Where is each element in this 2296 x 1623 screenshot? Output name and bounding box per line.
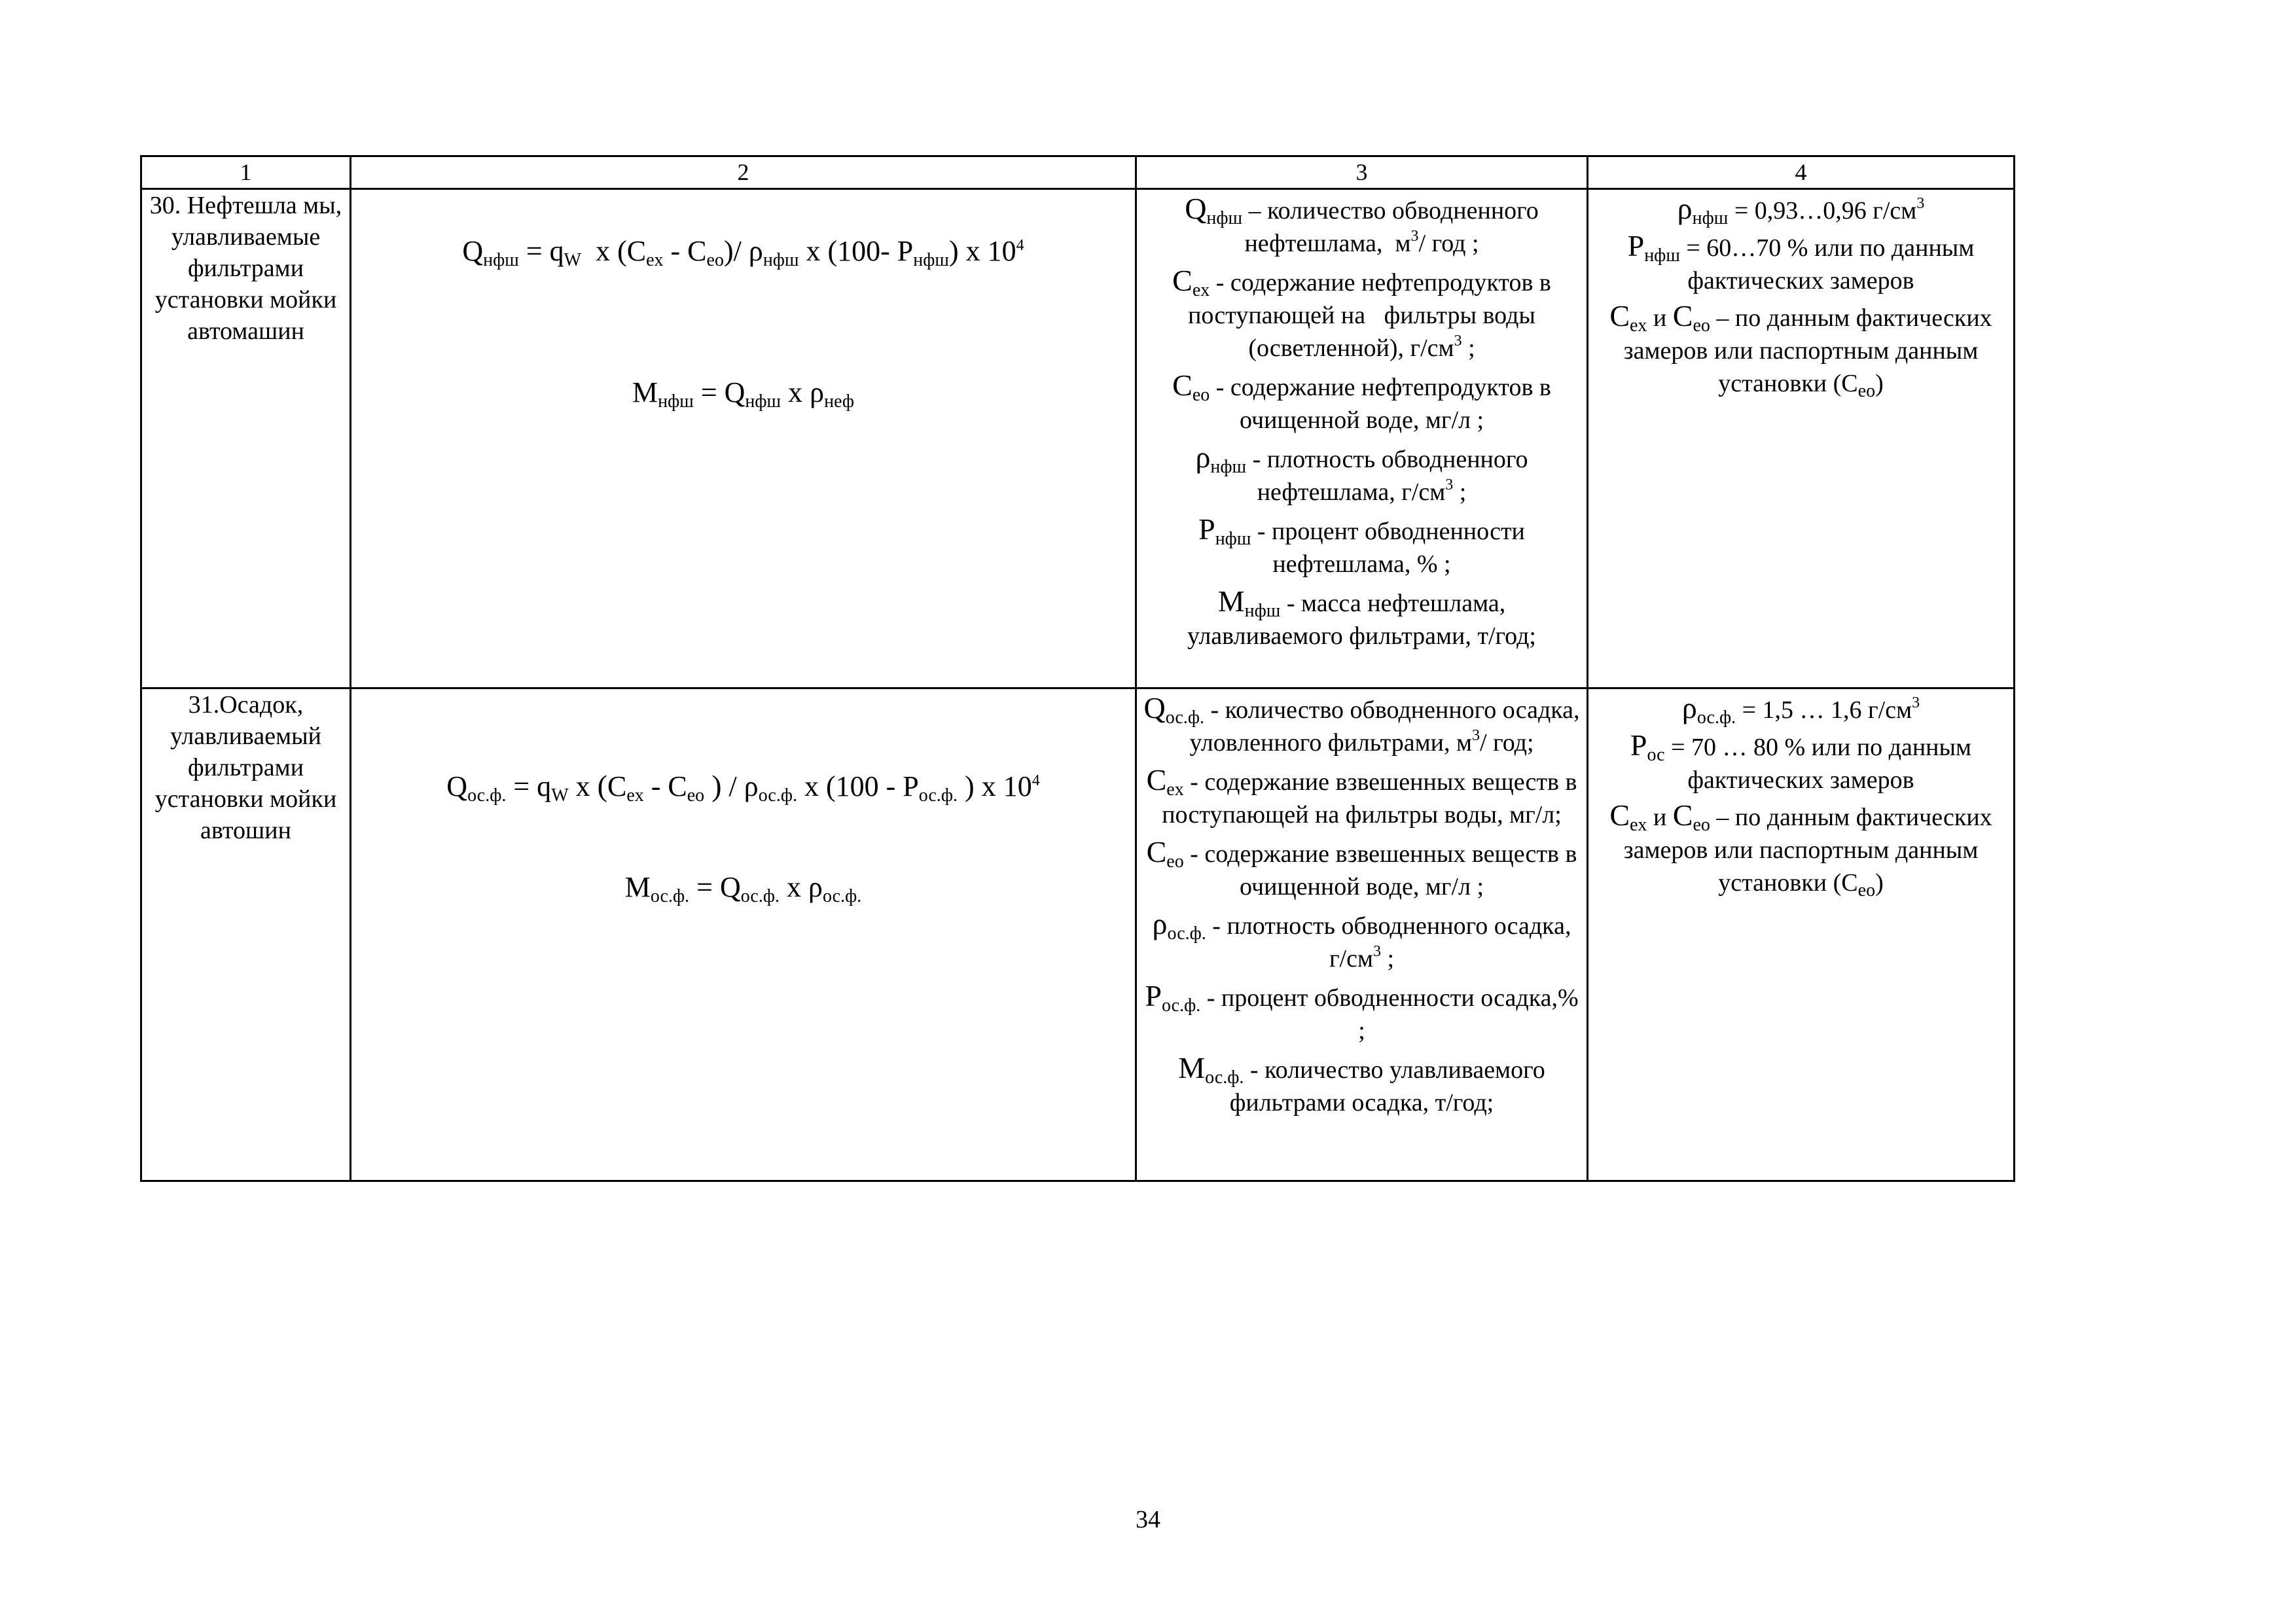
definition: $C_{ex}$ - содержание взвешенных веществ в поступающей на фильтры воды, мг/л; — [1146, 763, 1577, 829]
formula-mass: $M_{нфш} = Q_{нфш}$ x $\rho_{неф}$ — [632, 376, 854, 412]
definition: $C_{eo}$ - содержание нефтепродуктов в очищенной воде, мг/л ; — [1172, 368, 1551, 434]
formula-quantity: $Q_{ос.ф.} = q_W$ x ($C_{ex} - C_{eo}$ ) / $\rho_{ос.ф.}$ x ($100 - P_{ос.ф.}$ ) x $10^4$ — [446, 769, 1040, 806]
column-header: 1 — [141, 156, 351, 189]
formula-cell — [351, 688, 1136, 1181]
definition: $C_{ex}$ - содержание нефтепродуктов в поступающей на фильтры воды (осветленной), $г/см^3$ ; — [1172, 264, 1551, 362]
value-item: $\rho_{ос.ф.} = 1,5$ … 1,6 $г/см^3$ — [1681, 691, 1920, 728]
formula-cell — [351, 189, 1136, 688]
values-cell — [1588, 189, 2015, 688]
definitions-cell — [1136, 189, 1588, 688]
formula-mass: $M_{ос.ф.} = Q_{ос.ф.}$ x $\rho_{ос.ф.}$ — [624, 871, 862, 906]
values-cell — [1588, 688, 2015, 1181]
page-number: 34 — [1136, 1506, 1160, 1533]
column-header: 4 — [1588, 156, 2015, 189]
definition: $\rho_{нфш}$ - плотность обводненного нефтешлама, $г/см^3$ ; — [1195, 440, 1528, 506]
definition: $C_{eo}$ - содержание взвешенных веществ в очищенной воде, мг/л ; — [1146, 835, 1577, 901]
definition: $M_{ос.ф.}$ - количество улавливаемого фильтрами осадка, т/год; — [1178, 1051, 1545, 1116]
calculation-table — [140, 155, 2015, 1182]
waste-name: 31.Осадок, улавливаемый фильтрами установки мойки автошин — [154, 691, 337, 844]
waste-name-cell — [141, 189, 351, 688]
value-item: $P_{ос} = 70$ … 80 % или по данным фактических замеров — [1630, 728, 1972, 794]
formula-quantity: $Q_{нфш} = q_W$ x $(C_{ex} - C_{eo})/$ $\rho_{нфш}$ x (100- $P_{нфш}$) x $10^4$ — [462, 235, 1024, 270]
definition: $M_{нфш}$ - масса нефтешлама, улавливаемого фильтрами, т/год; — [1187, 584, 1536, 650]
definition: $\rho_{ос.ф.}$ - плотность обводненного осадка, $г/см^3$ ; — [1152, 907, 1571, 972]
waste-name-cell — [141, 688, 351, 1181]
value-item: $C_{ex}$ и $C_{eo}$ – по данным фактических замеров или паспортным данным установки $(C_{eo})$ — [1609, 798, 1992, 901]
definitions-cell — [1136, 688, 1588, 1181]
definition: $P_{нфш}$ - процент обводненности нефтешлама, % ; — [1198, 512, 1525, 578]
value-item: $\rho_{нфш}$ = 0,93…0,96 $г/см^3$ — [1677, 192, 1925, 228]
value-item: $C_{ex}$ и $C_{eo}$ – по данным фактических замеров или паспортным данным установки $(C_{eo})$ — [1609, 299, 1992, 401]
header-row — [141, 156, 2015, 189]
table-row — [141, 688, 2015, 1181]
value-item: $P_{нфш}$ = 60…70 % или по данным фактических замеров — [1627, 229, 1975, 294]
definition: $Q_{ос.ф.}$ - количество обводненного осадка, уловленного фильтрами, $м^3/$ год; — [1143, 691, 1580, 757]
definition: $P_{ос.ф.}$ - процент обводненности осадка,% ; — [1145, 979, 1579, 1044]
column-header: 3 — [1136, 156, 1588, 189]
table-row — [141, 189, 2015, 688]
definition: $Q_{нфш}$ – количество обводненного нефтешлама, $м^3/$ год ; — [1185, 192, 1539, 257]
waste-name: 30. Нефтешла мы, улавливаемые фильтрами установки мойки автомашин — [149, 192, 342, 345]
column-header: 2 — [351, 156, 1136, 189]
